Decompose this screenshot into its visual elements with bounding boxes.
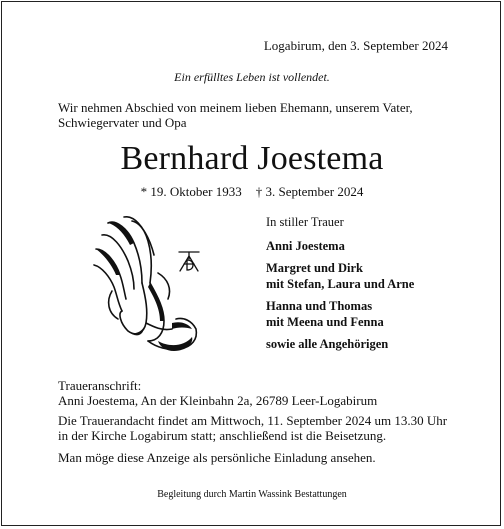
place-date: Logabirum, den 3. September 2024: [263, 38, 448, 53]
mourner-line: mit Stefan, Laura und Arne: [266, 277, 415, 291]
deceased-name: Bernhard Joestema: [120, 140, 384, 177]
life-dates: [0, 184, 504, 200]
intro-text: [58, 100, 413, 130]
mourner-group: [266, 298, 414, 330]
praying-hands-icon: [88, 213, 203, 356]
mourner-line: Hanna und Thomas: [266, 299, 373, 313]
mourners-lead: In stiller Trauer: [266, 215, 344, 229]
birth-date: * 19. Oktober 1933: [140, 184, 242, 199]
mourner-group: [266, 260, 414, 292]
intro-line-2: Schwiegervater und Opa: [58, 115, 187, 130]
service-line-1: Die Trauerandacht findet am Mittwoch, 11. September 2024 um 13.30 Uhr: [58, 413, 448, 428]
death-date: † 3. September 2024: [255, 184, 364, 199]
mourning-address: [58, 378, 377, 408]
intro-line-1: Wir nehmen Abschied von meinem lieben Ehemann, unserem Vater,: [58, 100, 413, 115]
service-info: [58, 413, 447, 443]
address-label: Traueranschrift:: [58, 378, 142, 393]
mourner-line: Anni Joestema: [266, 239, 345, 253]
mourners-list: [266, 214, 414, 358]
mourner-group: [266, 336, 414, 352]
funeral-home-credit: Begleitung durch Martin Wassink Bestattungen: [157, 489, 347, 500]
address-value: Anni Joestema, An der Kleinbahn 2a, 26789 Leer-Logabirum: [58, 393, 378, 408]
motto: Ein erfülltes Leben ist vollendet.: [174, 70, 330, 84]
service-line-2: in der Kirche Logabirum statt; anschließend ist die Beisetzung.: [58, 428, 387, 443]
mourner-group: [266, 238, 414, 254]
durer-monogram-icon: [177, 250, 201, 272]
mourner-line: mit Meena und Fenna: [266, 315, 384, 329]
mourner-line: Margret und Dirk: [266, 261, 363, 275]
mourner-line: sowie alle Angehörigen: [266, 337, 389, 351]
invitation-note: Man möge diese Anzeige als persönliche Einladung ansehen.: [58, 450, 376, 465]
